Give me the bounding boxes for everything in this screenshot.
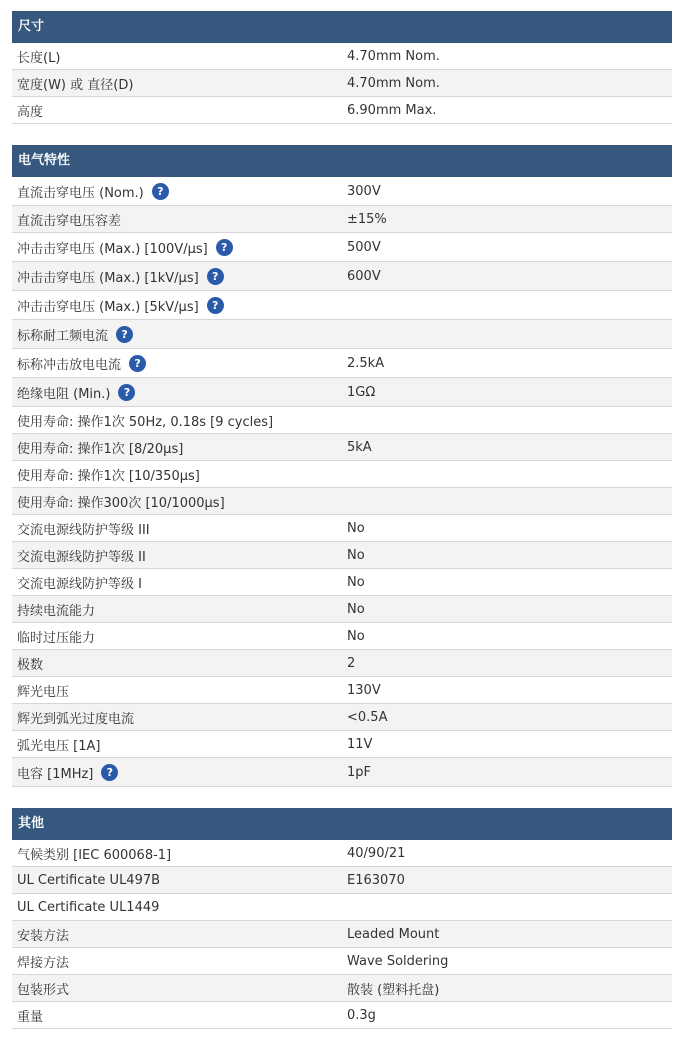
row-label-cell	[17, 515, 150, 541]
help-question-icon[interactable]: ?	[207, 297, 224, 314]
row-label: 包装形式	[17, 982, 70, 998]
row-label-cell	[17, 867, 160, 893]
row-label-cell	[17, 70, 133, 96]
row-value: 2	[347, 655, 356, 671]
other-table	[12, 808, 672, 1029]
row-value: No	[347, 520, 365, 536]
row-label: 冲击击穿电压 (Max.) [5kV/µs]	[17, 299, 199, 315]
row-label: 宽度(W) 或 直径(D)	[17, 77, 134, 93]
row-label: 交流电源线防护等级 II	[17, 549, 146, 565]
row-label-cell	[17, 569, 142, 595]
row-label-cell	[17, 704, 134, 730]
row-label-cell	[17, 349, 146, 377]
table-row	[12, 894, 672, 921]
row-label: UL Certificate UL497B	[17, 872, 161, 888]
row-label-cell	[17, 262, 224, 290]
row-label: 使用寿命: 操作1次 50Hz, 0.18s [9 cycles]	[17, 414, 274, 430]
table-row	[12, 596, 672, 623]
row-label-cell	[17, 461, 200, 487]
row-label-cell	[17, 434, 183, 460]
table-row	[12, 43, 672, 70]
section-header-electrical: 电气特性	[12, 145, 672, 177]
row-label-cell	[17, 650, 43, 676]
row-label-cell	[17, 233, 233, 261]
row-value: No	[347, 547, 365, 563]
row-label: 重量	[17, 1009, 44, 1025]
row-label: 辉光电压	[17, 684, 70, 700]
row-value: 40/90/21	[347, 845, 406, 861]
table-row	[12, 461, 672, 488]
table-row	[12, 378, 672, 407]
table-row	[12, 262, 672, 291]
row-label-cell	[17, 731, 100, 757]
row-value: No	[347, 628, 365, 644]
row-value: 6.90mm Max.	[347, 102, 437, 118]
table-row	[12, 921, 672, 948]
help-question-icon[interactable]: ?	[207, 268, 224, 285]
row-label: 气候类别 [IEC 600068-1]	[17, 847, 172, 863]
table-row	[12, 320, 672, 349]
row-label: 直流击穿电压 (Nom.)	[17, 185, 144, 201]
row-label-cell	[17, 43, 60, 69]
table-row	[12, 177, 672, 206]
table-row	[12, 731, 672, 758]
table-row	[12, 515, 672, 542]
row-value: 2.5kA	[347, 355, 385, 371]
electrical-table	[12, 145, 672, 787]
table-row	[12, 623, 672, 650]
electrical-rows	[12, 177, 672, 787]
table-row	[12, 206, 672, 233]
table-row	[12, 758, 672, 787]
row-label-cell	[17, 596, 95, 622]
table-row	[12, 677, 672, 704]
row-label: 电容 [1MHz]	[17, 766, 94, 782]
help-question-icon[interactable]: ?	[152, 183, 169, 200]
row-label-cell	[17, 1002, 43, 1028]
row-label-cell	[17, 894, 159, 920]
row-label-cell	[17, 291, 224, 319]
row-label-cell	[17, 542, 146, 568]
dimensions-table	[12, 11, 672, 124]
row-value: Wave Soldering	[347, 953, 449, 969]
row-label: 辉光到弧光过度电流	[17, 711, 135, 727]
row-label: 交流电源线防护等级 III	[17, 522, 150, 538]
row-label: 极数	[17, 657, 44, 673]
row-label: 冲击击穿电压 (Max.) [100V/µs]	[17, 241, 208, 257]
row-value: <0.5A	[347, 709, 388, 725]
row-value: E163070	[347, 872, 405, 888]
table-row	[12, 97, 672, 124]
row-label: UL Certificate UL1449	[17, 899, 160, 915]
row-value: 0.3g	[347, 1007, 376, 1023]
row-label-cell	[17, 623, 95, 649]
table-row	[12, 948, 672, 975]
table-row	[12, 867, 672, 894]
row-label: 临时过压能力	[17, 630, 96, 646]
table-row	[12, 1002, 672, 1029]
row-value: Leaded Mount	[347, 926, 440, 942]
row-value: 130V	[347, 682, 381, 698]
row-label-cell	[17, 948, 69, 974]
help-question-icon[interactable]: ?	[129, 355, 146, 372]
table-row	[12, 704, 672, 731]
table-row	[12, 291, 672, 320]
row-value: 600V	[347, 268, 381, 284]
row-label: 使用寿命: 操作1次 [10/350µs]	[17, 468, 200, 484]
row-value: 1pF	[347, 764, 372, 780]
row-label: 使用寿命: 操作300次 [10/1000µs]	[17, 495, 225, 511]
table-row	[12, 233, 672, 262]
row-value: ±15%	[347, 211, 387, 227]
row-label-cell	[17, 177, 169, 205]
row-value: No	[347, 574, 365, 590]
row-label: 弧光电压 [1A]	[17, 738, 101, 754]
section-header-other: 其他	[12, 808, 672, 840]
help-question-icon[interactable]: ?	[116, 326, 133, 343]
row-label: 高度	[17, 104, 44, 120]
row-label-cell	[17, 758, 118, 786]
row-label: 长度(L)	[17, 50, 61, 66]
row-label: 安装方法	[17, 928, 70, 944]
dimensions-rows	[12, 43, 672, 124]
row-value: 500V	[347, 239, 381, 255]
row-label-cell	[17, 488, 225, 514]
row-value: No	[347, 601, 365, 617]
row-label: 标称耐工频电流	[17, 328, 109, 344]
row-value: 散装 (塑料托盘)	[347, 982, 440, 998]
row-label: 直流击穿电压容差	[17, 213, 122, 229]
row-value: 4.70mm Nom.	[347, 75, 440, 91]
row-value: 11V	[347, 736, 373, 752]
table-row	[12, 975, 672, 1002]
row-label: 焊接方法	[17, 955, 70, 971]
table-row	[12, 434, 672, 461]
row-label: 标称冲击放电电流	[17, 357, 122, 373]
row-label-cell	[17, 97, 43, 123]
table-row	[12, 542, 672, 569]
row-label-cell	[17, 677, 69, 703]
row-label-cell	[17, 206, 121, 232]
table-row	[12, 569, 672, 596]
table-row	[12, 407, 672, 434]
row-value: 1GΩ	[347, 384, 376, 400]
table-row	[12, 488, 672, 515]
row-label-cell	[17, 840, 171, 866]
table-row	[12, 650, 672, 677]
row-value: 300V	[347, 183, 381, 199]
row-label: 交流电源线防护等级 I	[17, 576, 142, 592]
other-rows	[12, 840, 672, 1029]
row-label-cell	[17, 407, 273, 433]
row-label-cell	[17, 921, 69, 947]
row-value: 4.70mm Nom.	[347, 48, 440, 64]
row-label-cell	[17, 378, 135, 406]
help-question-icon[interactable]: ?	[101, 764, 118, 781]
row-label: 持续电流能力	[17, 603, 96, 619]
row-label: 使用寿命: 操作1次 [8/20µs]	[17, 441, 184, 457]
row-label-cell	[17, 975, 69, 1001]
table-row	[12, 840, 672, 867]
table-row	[12, 70, 672, 97]
row-label: 冲击击穿电压 (Max.) [1kV/µs]	[17, 270, 199, 286]
help-question-icon[interactable]: ?	[216, 239, 233, 256]
row-label-cell	[17, 320, 133, 348]
row-label: 绝缘电阻 (Min.)	[17, 386, 111, 402]
section-header-dimensions: 尺寸	[12, 11, 672, 43]
row-value: 5kA	[347, 439, 372, 455]
table-row	[12, 349, 672, 378]
help-question-icon[interactable]: ?	[118, 384, 135, 401]
